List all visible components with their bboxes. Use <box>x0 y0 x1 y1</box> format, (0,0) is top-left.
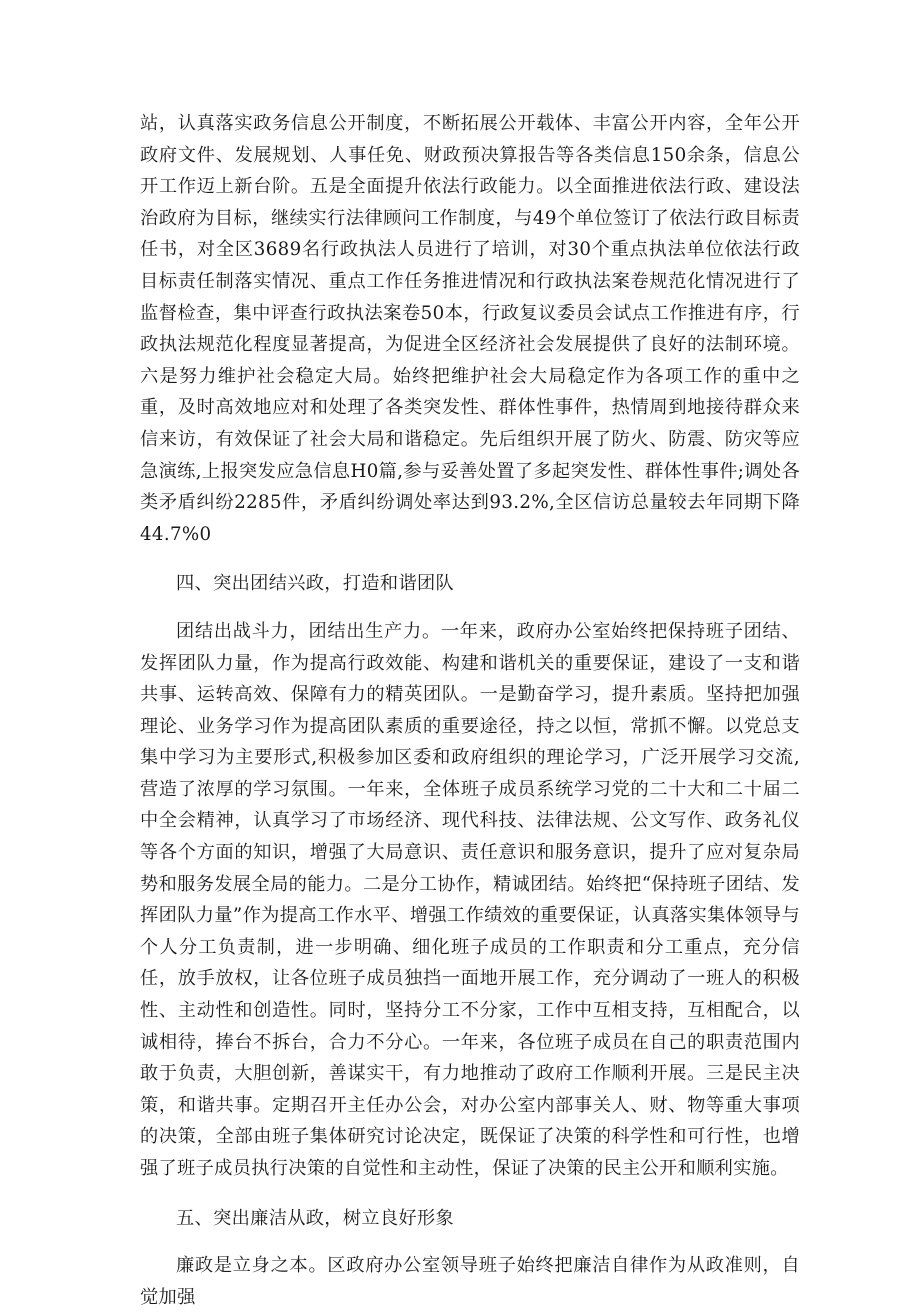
paragraph-integrity: 廉政是立身之本。区政府办公室领导班子始终把廉洁自律作为从政准则，自觉加强 <box>140 1255 800 1308</box>
document-body <box>140 108 800 1313</box>
section-heading-five: 五、突出廉洁从政，树立良好形象 <box>176 1207 455 1229</box>
paragraph-information-disclosure: 站，认真落实政务信息公开制度，不断拓展公开载体、丰富公开内容，全年公开政府文件、发展规划、人事任免、财政预决算报告等各类信息150余条，信息公开工作迈上新台阶。五是全面提升依法行政能力。以全面推进依法行政、建设法治政府为目标，继续实行法律顾问工作制度，与49个单位签订了依法行政目标责任书，对全区3689名行政执法人员进行了培训，对30个重点执法单位依法行政目标责任制落实情况、重点工作任务推进情况和行政执法案卷规范化情况进行了监督检查，集中评查行政执法案卷50本，行政复议委员会试点工作推进有序，行政执法规范化程度显著提高，为促进全区经济社会发展提供了良好的法制环境。六是努力维护社会稳定大局。始终把维护社会大局稳定作为各项工作的重中之重，及时高效地应对和处理了各类突发性、群体性事件，热情周到地接待群众来信来访，有效保证了社会大局和谐稳定。先后组织开展了防火、防震、防灾等应急演练,上报突发应急信息H0篇,参与妥善处置了多起突发性、群体性事件;调处各类矛盾纠纷2285件，矛盾纠纷调处率达到93.2%,全区信访总量较去年同期下降44.7%0 <box>140 113 800 545</box>
section-heading-four: 四、突出团结兴政，打造和谐团队 <box>176 573 455 595</box>
paragraph-team-unity: 团结出战斗力，团结出生产力。一年来，政府办公室始终把保持班子团结、发挥团队力量，作为提高行政效能、构建和谐机关的重要保证，建设了一支和谐共事、运转高效、保障有力的精英团队。一是勤奋学习，提升素质。坚持把加强理论、业务学习作为提高团队素质的重要途径，持之以恒，常抓不懈。以党总支集中学习为主要形式,积极参加区委和政府组织的理论学习，广泛开展学习交流,营造了浓厚的学习氛围。一年来，全体班子成员系统学习党的二十大和二十届二中全会精神，认真学习了市场经济、现代科技、法律法规、公文写作、政务礼仪等各个方面的知识，增强了大局意识、责任意识和服务意识，提升了应对复杂局势和服务发展全局的能力。二是分工协作，精诚团结。始终把“保持班子团结、发挥团队力量”作为提高工作水平、增强工作绩效的重要保证，认真落实集体领导与个人分工负责制，进一步明确、细化班子成员的工作职责和分工重点，充分信任，放手放权，让各位班子成员独挡一面地开展工作，充分调动了一班人的积极性、主动性和创造性。同时，坚持分工不分家，工作中互相支持，互相配合，以诚相待，捧台不拆台，合力不分心。一年来，各位班子成员在自己的职责范围内敢于负责，大胆创新，善谋实干，有力地推动了政府工作顺利开展。三是民主决策，和谐共事。定期召开主任办公会，对办公室内部事关人、财、物等重大事项的决策，全部由班子集体研究讨论决定，既保证了决策的科学性和可行性，也增强了班子成员执行决策的自觉性和主动性，保证了决策的民主公开和顺利实施。 <box>140 620 800 1179</box>
